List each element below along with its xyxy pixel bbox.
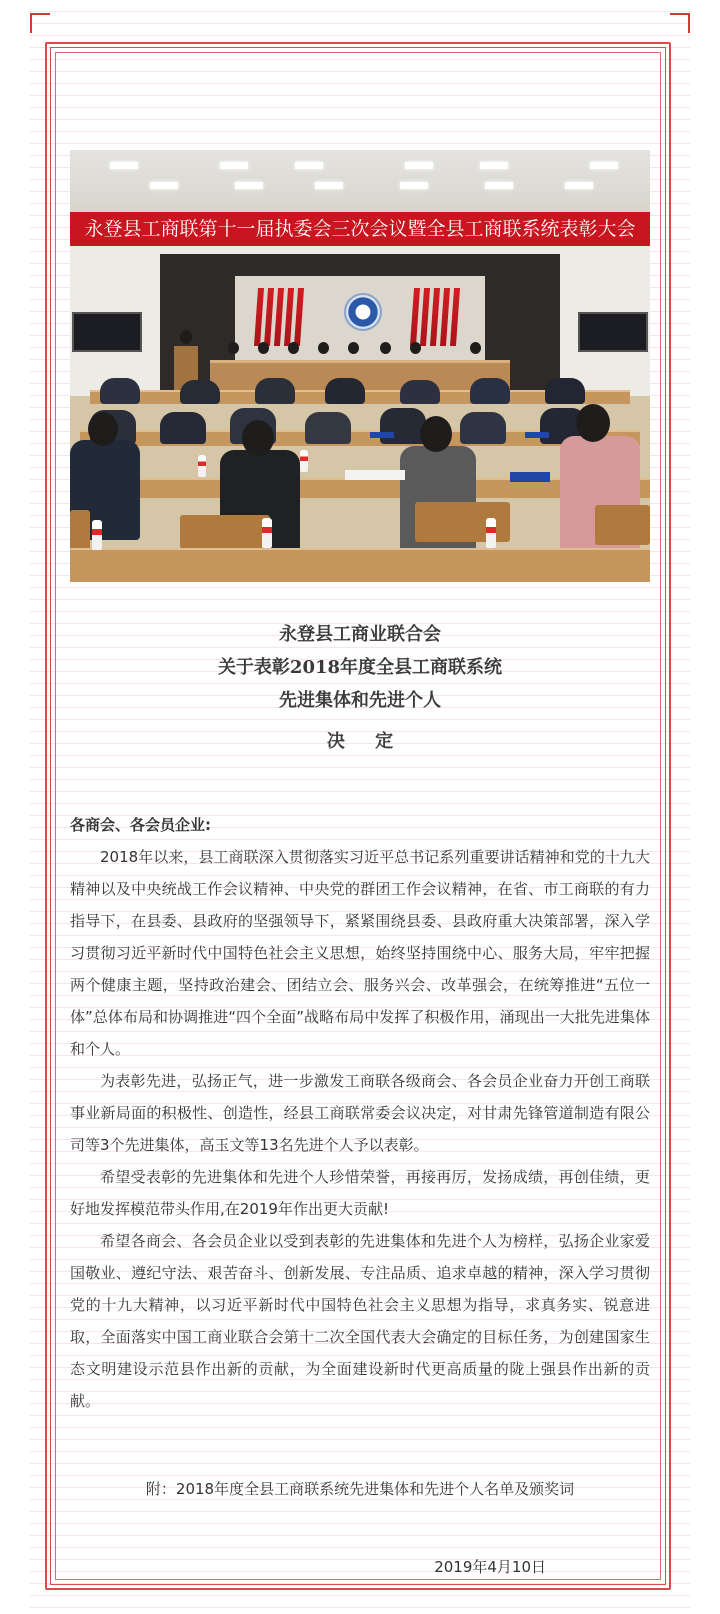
attendee — [460, 412, 506, 444]
tv-screen-right — [578, 312, 648, 352]
ceiling-light — [150, 182, 178, 189]
body-paragraph: 希望各商会、各会员企业以受到表彰的先进集体和先进个人为榜样，弘扬企业家爱国敬业、遵纪守法、艰苦奋斗、创新发展、专注品质、追求卓越的精神，深入学习贯彻党的十九大精神，以习近平新时代中国特色社会主义思想为指导，求真务实、锐意进取，全面落实中国工商业联合会第十二次全国代表大会确定的目标任务，为创建国家生态文明建设示范县作出新的贡献，为全面建设新时代更高质量的陇上强县作出新的贡献。 — [70, 1232, 650, 1410]
ceiling-light — [220, 162, 248, 169]
attendee — [325, 378, 365, 404]
ceiling-light — [235, 182, 263, 189]
attendee-head — [88, 412, 118, 446]
ceiling-light — [480, 162, 508, 169]
heading-org: 永登县工商业联合会 — [279, 624, 441, 645]
corner-mark-top-left — [30, 13, 50, 33]
speaker-head — [180, 330, 192, 344]
ceiling-light — [110, 162, 138, 169]
attendee — [160, 412, 206, 444]
ceiling-light — [565, 182, 593, 189]
water-bottle — [262, 518, 272, 548]
meeting-banner: 永登县工商联第十一届执委会三次会议暨全县工商联系统表彰大会 — [70, 212, 650, 246]
panel-member-head — [318, 342, 329, 354]
ceiling-light — [315, 182, 343, 189]
desk-front — [70, 548, 650, 582]
tv-screen-left — [72, 312, 142, 352]
panel-member-head — [470, 342, 481, 354]
body-paragraph: 希望受表彰的先进集体和先进个人珍惜荣誉，再接再厉，发扬成绩，再创佳绩，更好地发挥模范带头作用,在2019年作出更大贡献! — [70, 1168, 650, 1218]
attendee-head — [576, 404, 610, 442]
document-heading — [70, 618, 650, 753]
wooden-chair — [180, 515, 270, 549]
ceiling-light — [400, 182, 428, 189]
salutation: 各商会、各会员企业: — [70, 816, 211, 834]
heading-decision: 决 定 — [326, 731, 406, 752]
water-bottle — [198, 455, 206, 477]
attendee — [380, 408, 426, 444]
attendee — [100, 378, 140, 404]
document-paper — [345, 470, 405, 480]
wooden-chair — [595, 505, 650, 545]
panel-member-head — [380, 342, 391, 354]
corner-mark-top-right — [670, 13, 690, 33]
water-bottle — [92, 520, 102, 550]
blue-folder — [510, 472, 550, 482]
attendee — [255, 378, 295, 404]
attendee — [470, 378, 510, 404]
water-bottle — [300, 450, 308, 472]
heading-subject: 关于表彰2018年度全县工商联系统 — [217, 657, 503, 678]
blue-folder — [525, 432, 549, 438]
panel-member-head — [258, 342, 269, 354]
attendee-head — [242, 420, 274, 456]
photo-ceiling — [70, 150, 650, 212]
attendee — [400, 380, 440, 404]
ceiling-light — [295, 162, 323, 169]
body-paragraph: 为表彰先进，弘扬正气，进一步激发工商联各级商会、各会员企业奋力开创工商联事业新局面的积极性、创造性，经县工商联常委会议决定，对甘肃先锋管道制造有限公司等3个先进集体，高玉文等13名先进个人予以表彰。 — [70, 1072, 650, 1154]
body-paragraph: 2018年以来，县工商联深入贯彻落实习近平总书记系列重要讲话精神和党的十九大精神以及中央统战工作会议精神、中央党的群团工作会议精神，在省、市工商联的有力指导下，在县委、县政府的坚强领导下，紧紧围绕县委、县政府重大决策部署，深入学习贯彻习近平新时代中国特色社会主义思想，始终坚持围绕中心、服务大局，牢牢把握两个健康主题，坚持政治建会、团结立会、服务兴会、改革强会，在统筹推进“五位一体”总体布局和协调推进“四个全面”战略布局中发挥了积极作用，涌现出一大批先进集体和个人。 — [70, 848, 650, 1058]
panel-member-head — [348, 342, 359, 354]
panel-member-head — [228, 342, 239, 354]
meeting-photo — [70, 150, 650, 582]
attendee-head — [420, 416, 452, 452]
attendee — [305, 412, 351, 444]
ceiling-light — [405, 162, 433, 169]
attachment-note: 附：2018年度全县工商联系统先进集体和先进个人名单及颁奖词 — [145, 1480, 575, 1498]
water-bottle — [486, 518, 496, 548]
attendee — [545, 378, 585, 404]
blue-folder — [370, 432, 394, 438]
emblem-logo — [344, 293, 382, 331]
document-content — [70, 150, 650, 1579]
wooden-chair — [70, 510, 90, 550]
panel-member-head — [288, 342, 299, 354]
heading-subject-continued: 先进集体和先进个人 — [279, 690, 441, 711]
panel-member-head — [410, 342, 421, 354]
attendee — [180, 380, 220, 404]
issue-date: 2019年4月10日 — [434, 1558, 546, 1576]
ceiling-light — [485, 182, 513, 189]
ceiling-light — [590, 162, 618, 169]
